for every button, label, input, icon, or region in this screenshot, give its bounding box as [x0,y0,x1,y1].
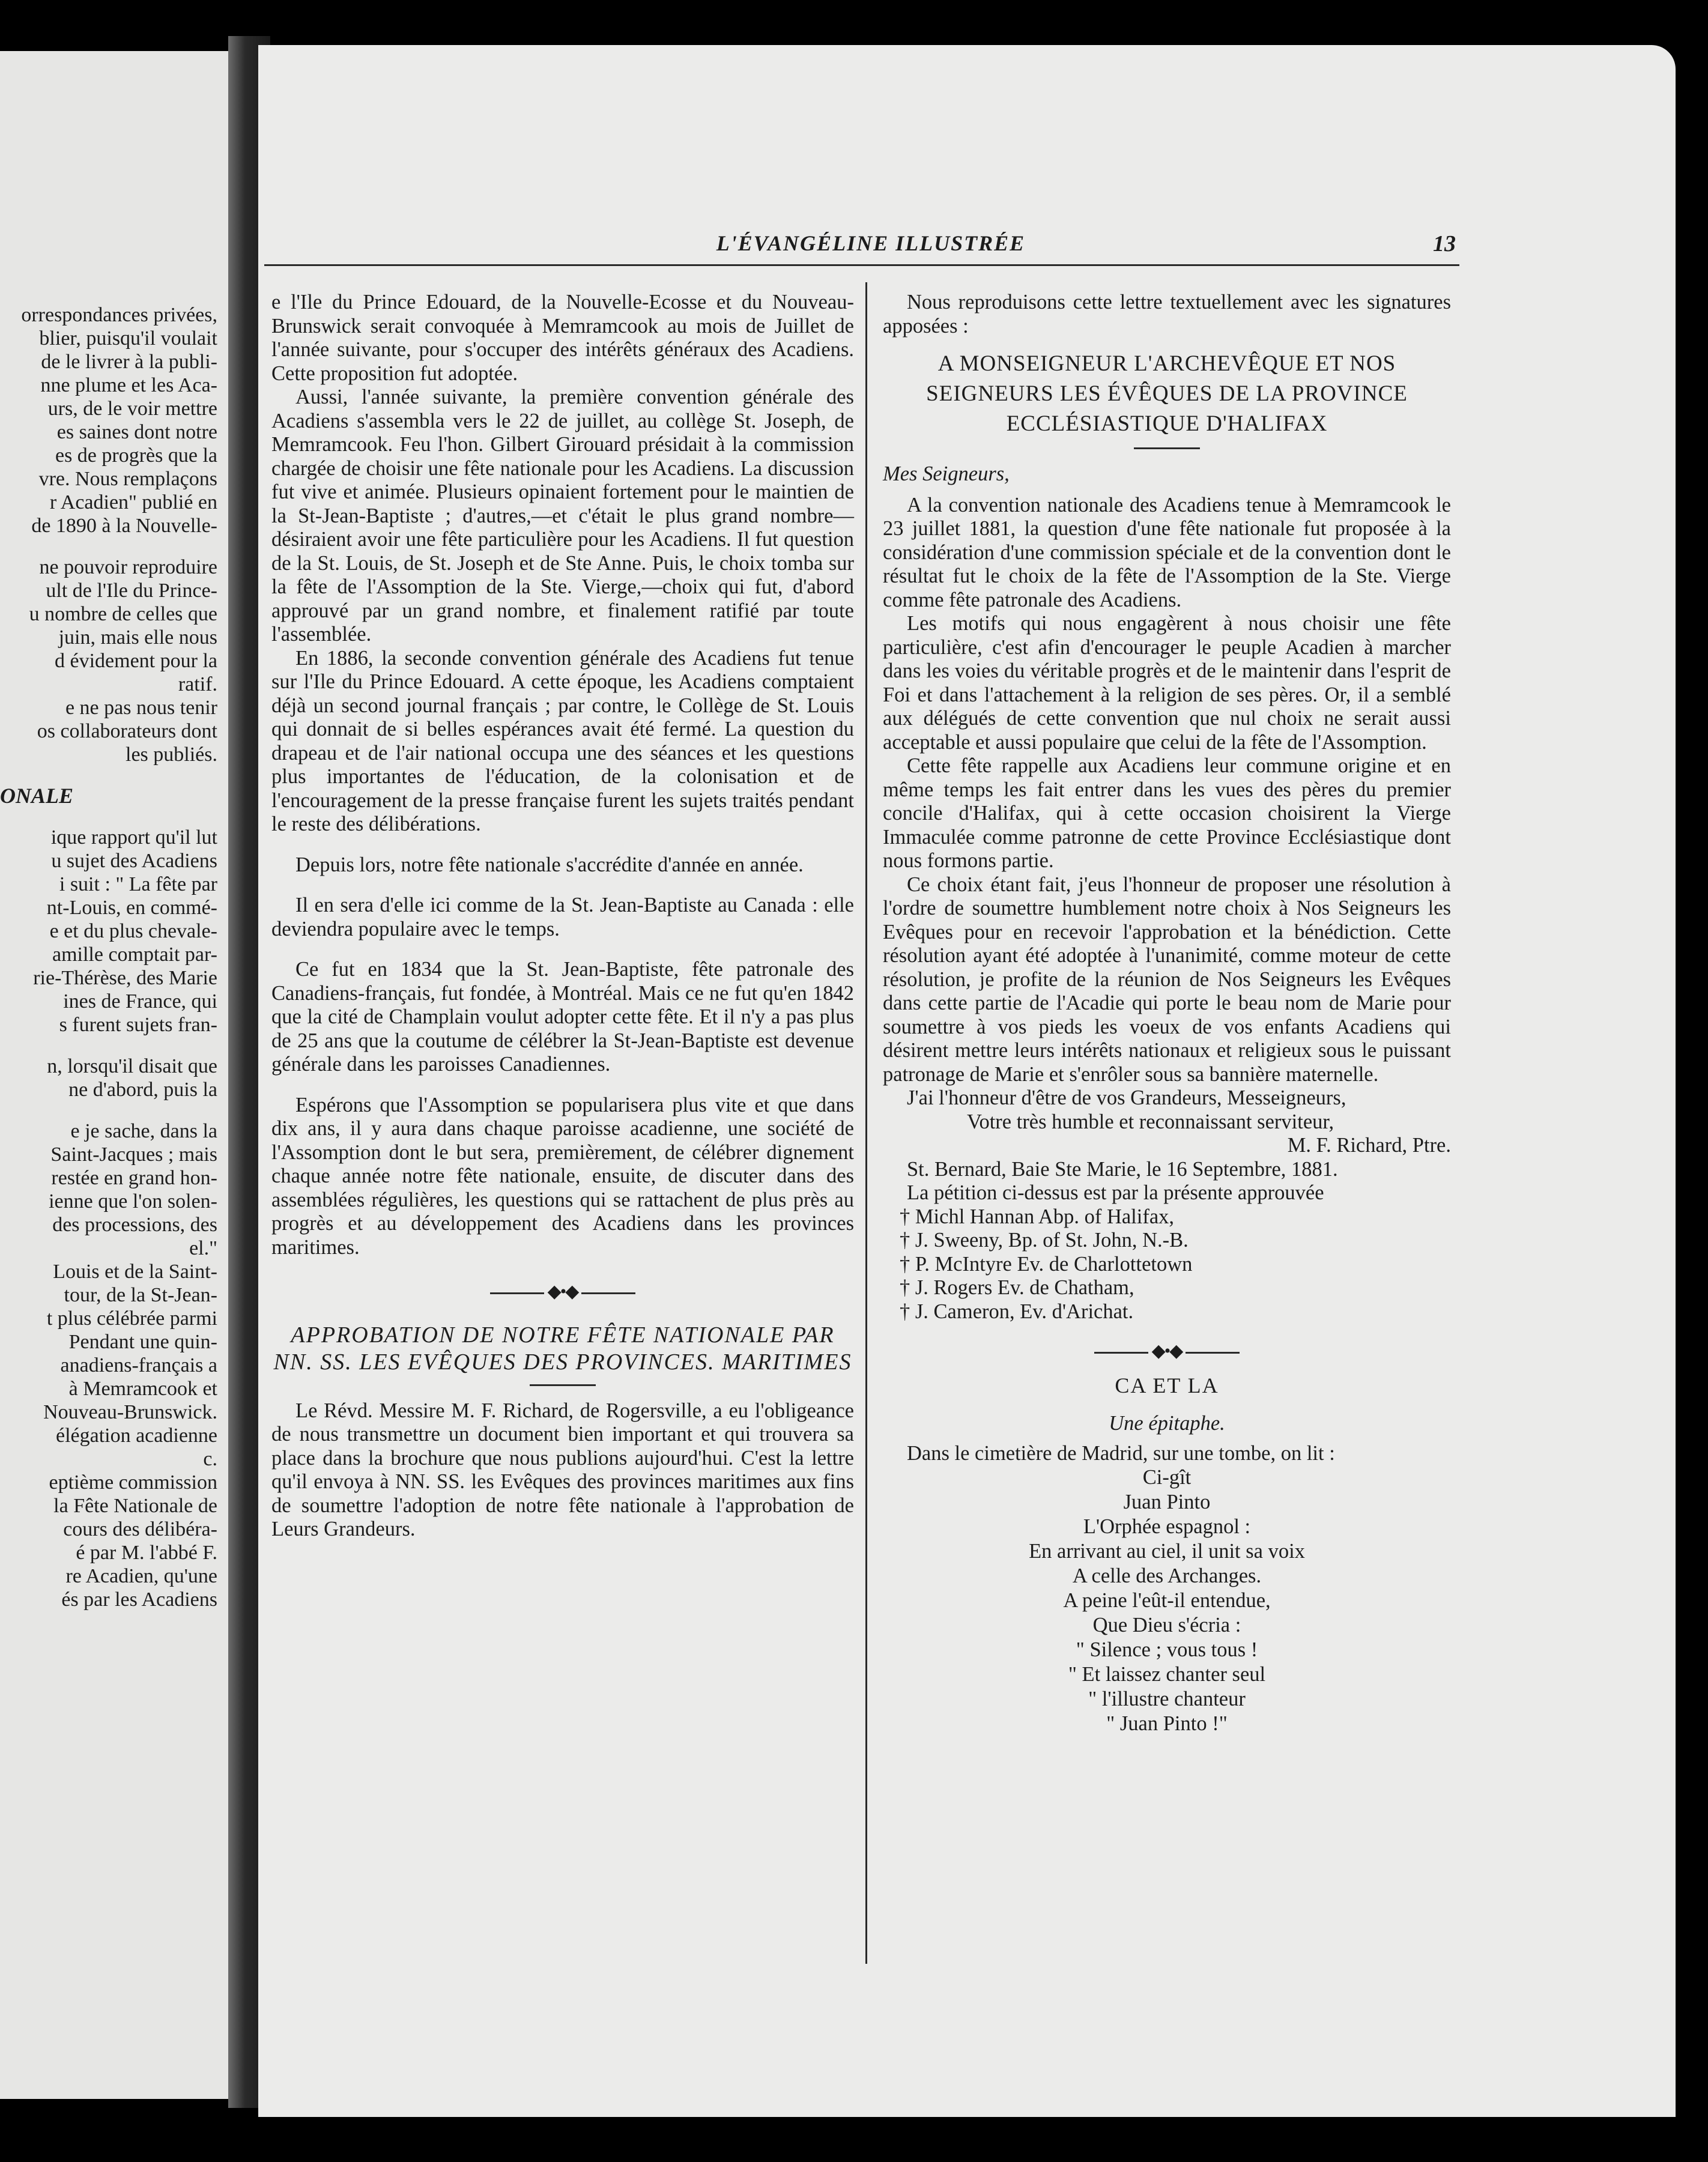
poem-line: A celle des Archanges. [1072,1564,1262,1587]
signatory: † Michl Hannan Abp. of Halifax, [900,1205,1175,1228]
short-rule [530,1384,596,1386]
poem-line: A peine l'eût-il entendue, [1063,1589,1271,1612]
left-page-line: és par les Acadiens [61,1588,217,1611]
right-column [883,291,1451,1736]
address-title: A MONSEIGNEUR L'ARCHEVÊQUE ET NOS SEIGNEURS LES ÉVÊQUES DE LA PROVINCE ECCLÉSIASTIQUE D'HALIFAX [926,351,1408,436]
left-page-line: cours des délibéra- [63,1518,217,1540]
left-page-line: ne pouvoir reproduire [39,556,217,578]
paragraph: e l'Ile du Prince Edouard, de la Nouvelle-Ecosse et du Nouveau-Brunswick serait convoquée à Memramcook au mois de Juillet de l'année suivante, pour s'occuper des intérêts généraux des Acadiens. Cette proposition fut adoptée. [271,291,854,385]
left-page-line: de 1890 à la Nouvelle- [31,515,217,537]
epitaph-poem [883,1465,1451,1736]
left-page-line: ONALE [0,784,74,808]
left-page-line: el." [189,1237,217,1259]
column-divider [865,282,867,1964]
left-page-line: é par M. l'abbé F. [76,1542,217,1564]
paragraph: Le Révd. Messire M. F. Richard, de Rogersville, a eu l'obligeance de nous transmettre un document bien important et qui trouvera sa place dans la brochure que nous publions aujourd'hui. C'est la lettre qu'il envoya à NN. SS. les Evêques des provinces maritimes aux fins de soumettre l'adoption de notre fête nationale à l'approbation de Leurs Grandeurs. [271,1399,854,1540]
ornament-divider: ◆•◆ [883,1339,1451,1363]
left-page-line: anadiens-français a [60,1354,217,1376]
left-page-line: t plus célébrée parmi [46,1307,217,1330]
left-page-line: ienne que l'on solen- [49,1190,217,1213]
left-page-line: eptième commission [49,1471,217,1494]
poem-line: En arrivant au ciel, il unit sa voix [1029,1540,1305,1563]
left-page-line: os collaborateurs dont [37,720,217,742]
left-page-line: la Fête Nationale de [53,1495,217,1517]
signatory: † J. Cameron, Ev. d'Arichat. [900,1300,1134,1323]
left-page-line: Saint-Jacques ; mais [50,1143,217,1166]
poem-line: Juan Pinto [1123,1491,1211,1513]
left-page-line [0,766,222,784]
paragraph: Dans le cimetière de Madrid, sur une tombe, on lit : [907,1441,1335,1465]
left-page-line: e et du plus chevale- [49,920,217,942]
left-page-line: à Memramcook et [68,1378,217,1400]
left-page-line: c. [203,1448,217,1470]
left-page-line: e ne pas nous tenir [65,697,217,719]
poem-line: Que Dieu s'écria : [1092,1614,1241,1637]
signatory: † P. McIntyre Ev. de Charlottetown [900,1252,1193,1276]
left-page-line: ne d'abord, puis la [68,1079,217,1101]
left-page-line: ines de France, qui [63,990,217,1013]
left-page-line: amille comptait par- [52,943,217,966]
poem-line: Ci-gît [1142,1466,1192,1489]
left-page-line: u nombre de celles que [29,603,217,625]
left-page-line: u sujet des Acadiens [51,850,217,872]
left-page-line: e je sache, dans la [70,1120,217,1142]
left-page-line: Pendant une quin- [68,1331,217,1353]
paragraph: A la convention nationale des Acadiens tenue à Memramcook le 23 juillet 1881, la question d'une fête nationale fut proposée à la considération d'une commission spéciale et de la convention dont le résultat fut le choix de la fête de l'Assomption de la Ste. Vierge comme fête patronale des Acadiens. [883,493,1451,611]
approval-line: La pétition ci-dessus est par la présente approuvée [907,1181,1324,1204]
poem-line: " l'illustre chanteur [1088,1688,1246,1710]
paragraph: En 1886, la seconde convention générale des Acadiens fut tenue sur l'Ile du Prince Edouard. A cette époque, les Acadiens comptaient déjà un second journal français ; par contre, le Collège de St. Louis qui donnait de si belles espérances avait été fermé. La question du drapeau et de l'air national occupa une des séances et les questions plus importantes de l'éducation, de la colonisation et de l'encouragement de la presse française furent les sujets traités pendant le reste des délibérations. [271,646,854,835]
poem-line: " Et laissez chanter seul [1068,1663,1266,1686]
left-page-line: i suit : " La fête par [59,873,217,895]
signatory-list [883,1205,1451,1324]
left-page-line: restée en grand hon- [51,1167,217,1189]
left-page-line: tour, de la St-Jean- [64,1284,217,1306]
left-page-line: d évidement pour la [55,650,217,672]
paragraph: Depuis lors, notre fête nationale s'accrédite d'année en année. [295,853,804,876]
salutation: Mes Seigneurs, [883,462,1010,485]
paragraph: Ce fut en 1834 que la St. Jean-Baptiste, fête patronale des Canadiens-français, fut fondée, à Montréal. Mais ce ne fut qu'en 1842 que la cité de Champlain voulut adopter cette fête. Et il n'y a pas plus de 25 ans que la coutume de célébrer la St-Jean-Baptiste est devenue générale dans les paroisses Canadiennes. [271,958,854,1076]
left-page-line: nne plume et les Aca- [40,374,217,396]
ornament-divider: ◆•◆ [271,1280,854,1304]
left-page-line: vre. Nous remplaçons [38,468,217,490]
left-page-line: ratif. [178,673,217,695]
left-page-line: élégation acadienne [55,1425,217,1447]
short-rule [1134,447,1200,449]
page-number: 13 [1433,231,1456,256]
left-page-line: Louis et de la Saint- [53,1261,217,1283]
paragraph: Nous reproduisons cette lettre textuellement avec les signatures apposées : [883,291,1451,338]
left-page-line: es saines dont notre [56,421,217,443]
running-head: L'ÉVANGÉLINE ILLUSTRÉE [716,231,1026,255]
left-page-line: les publiés. [126,743,217,766]
left-page-line: urs, de le voir mettre [47,398,217,420]
left-page-line [0,1037,222,1055]
left-page-line: es de progrès que la [55,444,217,467]
paragraph: Votre très humble et reconnaissant serviteur, [967,1110,1334,1133]
left-page-line: blier, puisqu'il voulait [39,327,217,350]
left-page-line: n, lorsqu'il disait que [47,1055,217,1077]
signatory: † J. Rogers Ev. de Chatham, [900,1276,1134,1299]
left-page-line: ique rapport qu'il lut [50,826,217,849]
section-title: APPROBATION DE NOTRE FÊTE NATIONALE PAR NN. SS. LES EVÊQUES DES PROVINCES. MARITIMES [273,1322,852,1375]
paragraph: Cette fête rappelle aux Acadiens leur commune origine et en même temps les fait entrer dans les vues des pères du premier concile d'Halifax, qui à cette occasion choisirent la Vierge Immaculée comme patronne de cette Province Ecclésiastique dont nous formons partie. [883,754,1451,872]
subsection-title: Une épitaphe. [1109,1412,1225,1435]
left-page-line: s furent sujets fran- [59,1014,217,1036]
left-page-line: orrespondances privées, [21,304,217,326]
paragraph: J'ai l'honneur d'être de vos Grandeurs, Messeigneurs, [907,1086,1346,1109]
left-page-line [0,537,222,556]
place-date: St. Bernard, Baie Ste Marie, le 16 Septembre, 1881. [907,1157,1338,1181]
left-page-line: ult de l'Ile du Prince- [46,580,217,602]
paragraph: Aussi, l'année suivante, la première convention générale des Acadiens s'assembla vers le 22 de juillet, au collège St. Joseph, de Memramcook. Feu l'hon. Gilbert Girouard présidait à la commission chargée de choisir une fête nationale pour les Acadiens. La discussion fut vive et animée. Plusieurs opinaient fortement pour le maintien de la St-Jean-Baptiste ; d'autres,—et c'était le plus grand nombre—désiraient avoir une fête particulière pour les Acadiens. Il fut question de la St. Louis, de St. Joseph et de Ste Anne. Puis, le choix tomba sur la fête de l'Assomption de la Ste. Vierge,—choix qui fut, d'abord approuvé par un grand nombre, et finalement ratifié par toute l'assemblée. [271,386,854,646]
signatory: † J. Sweeny, Bp. of St. John, N.-B. [900,1229,1189,1252]
left-page-line: nt-Louis, en commé- [46,897,217,919]
left-page-line: de le livrer à la publi- [41,351,217,373]
left-page-line: juin, mais elle nous [58,626,217,649]
paragraph: Les motifs qui nous engagèrent à nous choisir une fête particulière, c'est afin d'encourager le peuple Acadien à marcher dans les voies du véritable progrès et de le maintenir dans l'esprit de Foi et dans l'attachement à la religion de ses pères. Or, il a semblé aux délégués de cette convention que nul choix ne serait aussi acceptable et aussi populaire que celui de la fête de l'Assomption. [883,612,1451,754]
paragraph: Il en sera d'elle ici comme de la St. Jean-Baptiste au Canada : elle deviendra populaire avec le temps. [271,894,854,940]
left-page-line [0,1101,222,1119]
left-column [271,291,854,1542]
left-page-line: Nouveau-Brunswick. [43,1401,217,1423]
poem-line: " Juan Pinto !" [1106,1712,1228,1735]
left-page-line: rie-Thérèse, des Marie [33,967,217,989]
section-title: CA ET LA [1115,1373,1219,1397]
left-page-fragment [0,51,228,2099]
left-page-line: r Acadien" publié en [49,491,217,513]
left-page-line: re Acadien, qu'une [65,1565,217,1587]
paragraph: Ce choix étant fait, j'eus l'honneur de proposer une résolution à l'ordre de soumettre humblement notre choix à Nos Seigneurs les Evêques pour en recevoir l'approbation et la bénédiction. Cette résolution ayant été adoptée à l'unanimité, comme moteur de cette résolution, je profite de la réunion de Nos Seigneurs les Evêques dans cette partie de l'Acadie qui porte le beau nom de Marie pour soumettre à vos pieds les voeux de vos enfants Acadiens qui désirent mettre leurs intérêts nationaux et religieux sous le puissant patronage de Marie et s'enrôler sous sa bannière maternelle. [883,873,1451,1086]
header-rule [264,264,1459,266]
signature: M. F. Richard, Ptre. [1287,1134,1451,1157]
poem-line: L'Orphée espagnol : [1083,1515,1251,1538]
left-page-text [0,303,222,1611]
poem-line: " Silence ; vous tous ! [1076,1638,1258,1661]
left-page-line [0,808,222,826]
paragraph: Espérons que l'Assomption se popularisera plus vite et que dans dix ans, il y aura dans chaque paroisse acadienne, une société de l'Assomption dont le but sera, premièrement, de célébrer dignement chaque année notre fête nationale, ensuite, de discuter dans des assemblées régulières, les questions qui se rattachent de plus près au progrès et au développement des Acadiens dans les provinces maritimes. [271,1093,854,1259]
left-page-line: des processions, des [52,1214,217,1236]
